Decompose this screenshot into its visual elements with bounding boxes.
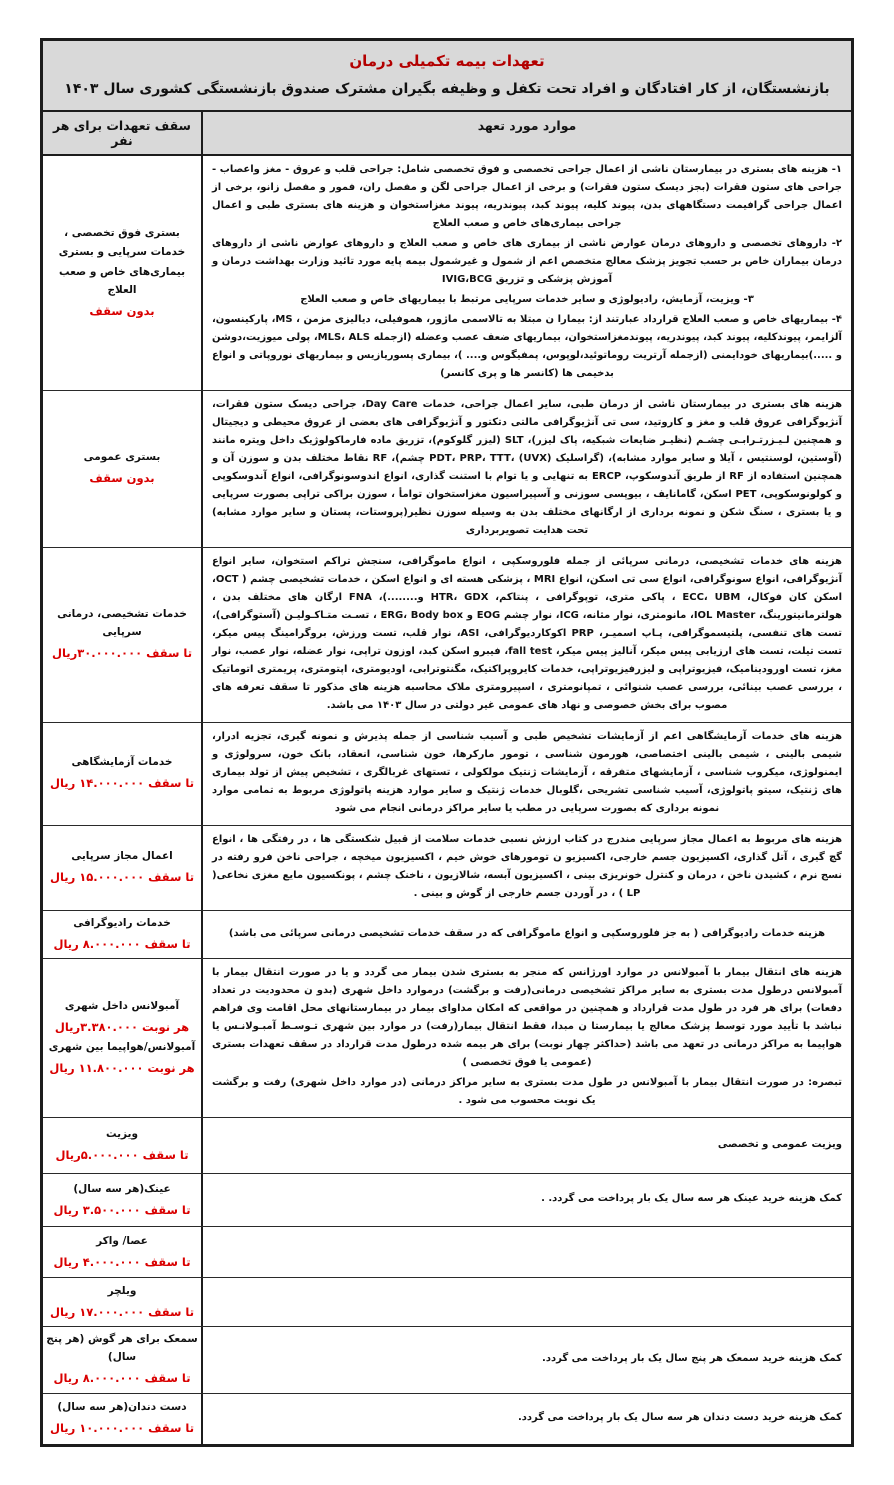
cap-cell: [43, 1278, 201, 1326]
cap-amount: تا سقف ۳.۵۰۰.۰۰۰ ریال: [53, 1202, 191, 1217]
cap-amount: تا سقف ۱۷.۰۰۰.۰۰۰ ریال: [49, 1304, 195, 1319]
cap-cell: [43, 156, 201, 390]
table-row: [43, 1174, 851, 1227]
table-rows: [43, 156, 851, 1444]
table-row: [43, 959, 851, 1118]
column-header-cap-per-person: سقف تعهدات برای هر نفر: [53, 118, 191, 149]
cap-amount: تا سقف ۵.۰۰۰.۰۰۰ریال: [55, 1148, 189, 1163]
table-title: تعهدات بیمه تکمیلی درمان: [349, 52, 545, 70]
cap-label: دست دندان(هر سه سال): [57, 1401, 187, 1414]
cap-amount: تا سقف ۴.۰۰۰.۰۰۰ ریال: [53, 1254, 191, 1269]
cap-label: اعمال مجاز سرپایی: [71, 850, 173, 863]
coverage-paragraph: ۲- داروهای تخصصی و داروهای درمان عوارض ناشی از بیماری های خاص و صعب العلاج و داروهای عوارض ناشی از داروهای درمان بیماران خاص بر حسب تجویز پزشک معالج متخصص اعم از شمول و غیرشمول بیمه پایه مورد تائید وزارت بهداشت درمان و آموزش پزشکی و تزریق IVIG،BCG: [212, 238, 842, 286]
coverage-paragraph: ویزیت عمومی و تخصصی: [717, 1138, 842, 1150]
coverage-description-cell: [201, 1327, 851, 1392]
cap-amount: تا سقف ۱۰.۰۰۰.۰۰۰ ریال: [49, 1420, 195, 1435]
column-headers-row: [43, 112, 851, 156]
coverage-description-cell: [201, 391, 851, 547]
table-row: [43, 826, 851, 911]
coverage-description-cell: [201, 1278, 851, 1326]
cap-label: بستری فوق تخصصی ،: [64, 226, 180, 239]
coverage-paragraph: ۳- ویزیت، آزمایش، رادیولوژی و سایر خدمات سرپایی مرتبط با بیماریهای خاص و صعب العلاج: [300, 294, 754, 306]
cap-label: بستری عمومی: [83, 451, 161, 464]
coverage-description-cell: [201, 1118, 851, 1173]
coverage-paragraph: ۱- هزینه های بستری در بیمارستان ناشی از اعمال جراحی تخصصی و فوق تخصصی شامل: جراحی قلب و عروق - مغز واعصاب - جراحی های ستون فقرات (بجز دیسک ستون فقرات) و برخی از اعمال جراحی لگن و مفصل ران، فمور و مفصل زانو، برخی از اعمال جراحی گرافیمت دستگاههای بدن، پیوند کلیه، پیوند کبد، پیوندریه، پیوند مغزاستخوان و هزینه های بستری طبی و اعمال جراحی بیماری‌های خاص و صعب العلاج: [212, 164, 842, 230]
column-header-covered-items: موارد مورد تعهد: [201, 112, 851, 154]
cap-amount: تا سقف ۱۴.۰۰۰.۰۰۰ ریال: [49, 776, 195, 791]
cap-cell: [43, 1227, 201, 1277]
cap-amount: تا سقف ۸.۰۰۰.۰۰۰ ریال: [53, 936, 191, 951]
cap-cell: [43, 959, 201, 1117]
cap-label: عینک(هر سه سال): [73, 1182, 171, 1195]
cap-amount: تا سقف ۱۵.۰۰۰.۰۰۰ ریال: [49, 870, 195, 885]
table-row: [43, 1118, 851, 1174]
cap-label: ویزیت: [105, 1128, 139, 1141]
coverage-paragraph: کمک هزینه خرید سمعک هر پنج سال یک بار پرداخت می گردد.: [542, 1353, 842, 1365]
cap-label: آمبولانس/هواپیما بین شهری: [48, 1041, 196, 1054]
cap-cell: [43, 1118, 201, 1173]
cap-label: خدمات آزمایشگاهی: [71, 756, 173, 769]
table-row: [43, 1278, 851, 1327]
cap-label: سمعک برای هر گوش (هر پنج سال): [46, 1333, 198, 1364]
table-row: [43, 1227, 851, 1278]
cap-label: خدمات تشخیصی، درمانی سرپایی: [57, 608, 187, 639]
cap-cell: [43, 723, 201, 825]
table-subtitle: بازنشستگان، از کار افتادگان و افراد تحت تکفل و وظیفه بگیران مشترک صندوق بازنشستگی کشوری سال ۱۴۰۳: [64, 80, 830, 97]
coverage-paragraph: تبصره: در صورت انتقال بیمار با آمبولانس در طول مدت بستری به سایر مراکز درمانی (در موارد داخل شهری) رفت و برگشت یک نوبت محسوب می شود .: [212, 1077, 842, 1107]
coverage-paragraph: کمک هزینه خرید دست دندان هر سه سال یک بار پرداخت می گردد.: [517, 1411, 842, 1423]
cap-label: ویلچر: [107, 1284, 137, 1297]
cap-cell: [43, 548, 201, 722]
cap-label: خدمات رادیوگرافی: [73, 917, 171, 930]
coverage-description-cell: [201, 1227, 851, 1277]
cap-cell: [43, 1174, 201, 1226]
coverage-description-cell: [201, 1394, 851, 1444]
cap-label: آمبولانس داخل شهری: [64, 1000, 180, 1013]
table-row: [43, 1327, 851, 1393]
cap-amount: بدون سقف: [89, 304, 155, 318]
coverage-description-cell: [201, 911, 851, 958]
table-row: [43, 723, 851, 826]
table-header-block: [43, 41, 851, 112]
cap-cell: [43, 826, 201, 910]
cap-amount: تا سقف ۸.۰۰۰.۰۰۰ ریال: [53, 1371, 191, 1386]
insurance-commitments-table: [40, 38, 854, 1447]
coverage-description-cell: [201, 723, 851, 825]
coverage-paragraph: ۴- بیماریهای خاص و صعب العلاج قرارداد عبارتند از: بیمارا ن مبتلا به تالاسمی ماژور، هموفیلی، دیالیزی مزمن ، MS، پارکینسون، آلزایمر، پیوندکلیه، پیوند کبد، پیوندریه، پیوندمغزاستخوان، بیماریهای ضعف عصب وعضله (ازجمله MLS، ALS، پولی میوزیت،دوشن و .....)بیماریهای خودایمنی (ازجمله آرتریت روماتوئید،لوپوس، پمفیگوس و.... )، بیماری پسوریازیس و بیماریهای نوروپاتی و انواع بدخیمی ها (کانسر ها و پری کانسر): [212, 314, 842, 380]
coverage-description-cell: [201, 1174, 851, 1226]
coverage-paragraph: هزینه های انتقال بیمار با آمبولانس در موارد اورژانس که منجر به بستری شدن بیمار می گردد و یا در صورت انتقال بیمار با آمبولانس درطول مدت بستری به سایر مراکز تشخیصی درمانی(رفت و برگشت) درموارد داخل شهری (بدو ن محدودیت در تعداد دفعات) برای هر فرد در طول مدت قرارداد و همچنین در مواقعی که امکان مداوای بیمار در بیمارستانهای محل اقامت وی فراهم نباشد با تأیید مورد توسط پزشک معالج یا بیمارستا ن مبدا، فقط انتقال بیمار(رفت) در موارد بین شهری تـوسـط آمبـولانـس یا هواپیما به مراکز درمانی در تعهد می باشد (حداکثر چهار نوبت) برای هر بیمه شده درطول مدت قرارداد در سقف تعهدات بستری (عمومی یا فوق تخصصی ): [212, 967, 842, 1069]
cap-cell: [43, 911, 201, 958]
cap-amount: بدون سقف: [89, 471, 155, 486]
table-row: [43, 548, 851, 723]
cap-label: بیماری‌های خاص و صعب العلاج: [58, 266, 186, 297]
table-row: [43, 156, 851, 391]
cap-label: عصا/ واکر: [96, 1234, 148, 1247]
coverage-paragraph: هزینه های خدمات آزمایشگاهی اعم از آزمایشات تشخیص طبی و آسیب شناسی از جمله پذیرش و نمونه گیری، تجزیه ادرار، شیمی بالینی ، شیمی بالینی اختصاصی، هورمون شناسی ، تومور مارکرها، خون شناسی، انعقاد، بانک خون، سرولوژی و ایمنولوژی، میکروب شناسی ، آزمایشهای متفرقه ، آزمایشات ژنتیک مولکولی ، تستهای غربالگری ، تشخیص پیش از تولد بیماری های ژنتیک، سیتو پاتولوژی، آسیب شناسی تشریحی ،گلوبال خدمات ژنتیک و سایر موارد هزینه پاتولوژی مربوط به تمامی موارد نمونه برداری که بصورت سرپایی در مطب یا سایر مراکز درمانی انجام می شود: [212, 731, 842, 815]
cap-amount: هر نوبت ۳.۳۸۰.۰۰۰ریال: [54, 1019, 190, 1034]
cap-cell: [43, 391, 201, 547]
table-row: [43, 911, 851, 959]
cap-label: خدمات سرپایی و بستری: [58, 246, 186, 259]
coverage-paragraph: هزینه خدمات رادیوگرافی ( به جز فلوروسکپی و انواع ماموگرافی که در سقف خدمات تشخیصی درمانی سرپائی می باشد): [228, 927, 826, 939]
coverage-description-cell: [201, 826, 851, 910]
coverage-description-cell: [201, 959, 851, 1117]
cap-amount: هر نوبت ۱۱.۸۰۰.۰۰۰ ریال: [49, 1061, 195, 1076]
coverage-paragraph: هزینه های بستری در بیمارستان ناشی از درمان طبی، سایر اعمال جراحی، خدمات Day Care، جراحی دیسک ستون فقرات، آنژیوگرافی عروق قلب و مغز و کاروتید، سی تی آنژیوگرافی مالتی دتکتور و آنژیوگرافی های بعضی از عروق محیطی و دیجیتال و همچنین لـیـزرتـرابـی چشـم (نظیـر ضایعات شبکیه، پاک لیزر)، SLT (لیزر گلوکوم)، تزریق ماده فارماکولوژیک داخل ویتره مانند (آوستین، لوسنتیس ، آیلا و سایر موارد مشابه)، (گراسلیک PDT، PRP، TTT، (UVX) چشم)، RF نقاط مختلف بدن و سوزن آن و همچنین استفاده از RF از طریق آندوسکوپ، ERCP به تنهایی و یا توام با استنت گذاری، انواع اندوسونوگرافی، انواع آندوسکوپی و کولونوسکوپی، PET اسکن، گامانایف ، بیوپسی سوزنی و آسپیراسیون مغزاستخوان توامأ ، سوزن براکی تراپی بصورت سرپایی و یا بستری ، سنگ شکن و نمونه برداری از ارگانهای مختلف بدن به وسیله سوزن نظیر(پروستات، پستان و سایر موارد مشابه) تحت هدایت تصویربرداری: [212, 399, 843, 537]
coverage-paragraph: هزینه های مربوط به اعمال مجاز سرپایی مندرج در کتاب ارزش نسبی خدمات سلامت از قبیل شکستگی ها ، در رفتگی ها ، انواع گچ گیری ، آتل گذاری، اکسیزیون جسم خارجی، اکسیزیو ن تومورهای خوش خیم ، اکسیزیون میخچه ، جراحی ناخن فرو رفته در نسج نرم ، کشیدن ناخن ، درمان و کنترل خونریزی بینی ، اکسیزیون آبسه، شالازیون ، ناخنک چشم ، پونکسیون مایع مغزی نخاعی( LP ) ، در آوردن جسم خارجی از گوش و بینی .: [212, 834, 842, 900]
coverage-paragraph: کمک هزینه خرید عینک هر سه سال یک بار پرداخت می گردد. .: [541, 1193, 842, 1205]
coverage-description-cell: [201, 156, 851, 390]
coverage-description-cell: [201, 548, 851, 722]
cap-cell: [43, 1327, 201, 1392]
coverage-paragraph: هزینه های خدمات تشخیصی، درمانی سرپائی از جمله فلوروسکپی ، انواع ماموگرافی، سنجش تراکم استخوان، سایر انواع آنژیوگرافی، انواع سونوگرافی، انواع سی تی اسکن، انواع MRI ، پزشکی هسته ای و انواع اسکن ، خدمات تشخیصی چشم ( OCT، اسکن کان فوکال، ECC، UBM ، پاکی متری، توپوگرافی ، پنتاکم، HTR، GDX و........)، FNA ارگان های مختلف بدن ، هولترمانیتورینگ، IOL Master، مانومتری، نوار مثانه، ICG، نوار چشم EOG و ERG، Body box ، تسـت متـاکـولیـن (آستوگرافی)، تست های تنفسی، پلتیسموگرافی، پـاپ اسمیـر، PRP اکوکاردیوگرافی، ASI، نوار قلب، تست ورزش، بروگرامینگ پیس میکر، تست تیلت، تست های ارزیابی پیس میکر، آنالیز پیس میکر، fall test، فیبرو اسکن کبد، اوزون تراپی، نوار عضله، نوار عصب، نوار مغز، تست اورودینامیک، فیزیوتراپی و لیزرفیزیوتراپی، خدمات کایروپراکتیک، مگنتوترابی، اودیومتری، اپتومتری، پریمتری اتوماتیک ، بررسی عصب بینائی، بررسی عصب شنوائی ، تمپانومتری ، اسپیرومتری ملاک محاسبه هزینه های مذکور تا سقف تعرفه های مصوب برای بخش خصوصی و نهاد های عمومی غیر دولتی در سال ۱۴۰۳ می باشد.: [212, 556, 842, 712]
cap-amount: تا سقف ۳۰.۰۰۰.۰۰۰ریال: [51, 646, 193, 661]
table-row: [43, 1394, 851, 1444]
cap-cell: [43, 1394, 201, 1444]
table-row: [43, 391, 851, 548]
